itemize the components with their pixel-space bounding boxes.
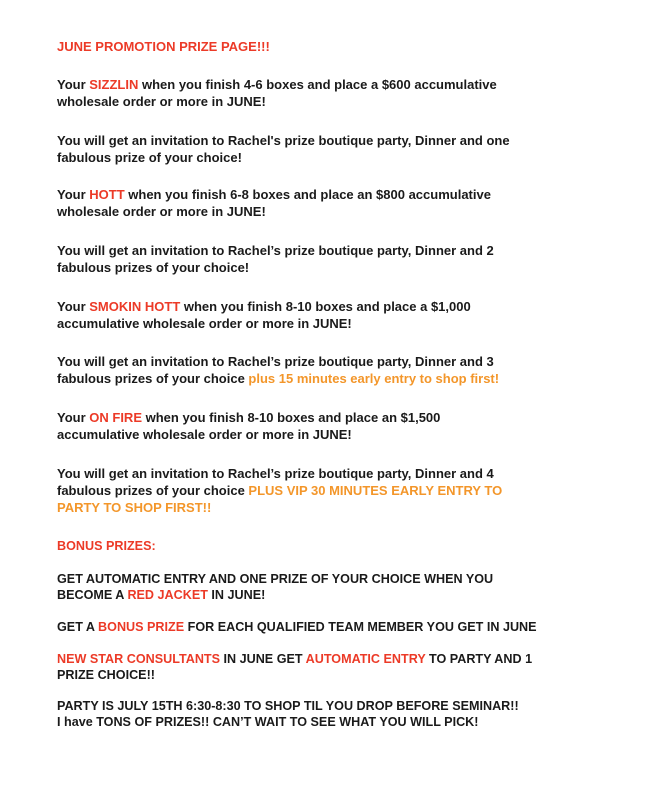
- tier-smokin-prefix: Your: [57, 299, 90, 314]
- tier-smokin-reward-line1: You will get an invitation to Rachel’s prize boutique party, Dinner and 3: [57, 354, 494, 369]
- tier-sizzlin-name: SIZZLIN: [89, 77, 139, 92]
- new-star-suffix: TO PARTY AND 1: [425, 652, 533, 666]
- tier-onfire-reward-paragraph: [57, 465, 627, 516]
- tier-sizzlin-reward-line2: fabulous prize of your choice!: [57, 150, 242, 165]
- tier-onfire-name: ON FIRE: [89, 410, 142, 425]
- tier-hott-reward-line1: You will get an invitation to Rachel’s prize boutique party, Dinner and 2: [57, 243, 494, 258]
- party-closing-line: I have TONS OF PRIZES!! CAN’T WAIT TO SEE WHAT YOU WILL PICK!: [57, 715, 479, 729]
- tier-onfire-requirement-cont: accumulative wholesale order or more in JUNE!: [57, 427, 352, 442]
- tier-hott-requirement: when you finish 6-8 boxes and place an $800 accumulative: [124, 187, 491, 202]
- tier-hott-requirement-cont: wholesale order or more in JUNE!: [57, 204, 266, 219]
- page-heading: [57, 38, 627, 55]
- tier-sizzlin-paragraph: [57, 76, 627, 110]
- tier-sizzlin-prefix: Your: [57, 77, 90, 92]
- new-star-line2: PRIZE CHOICE!!: [57, 668, 155, 682]
- bonus-prize-suffix: FOR EACH QUALIFIED TEAM MEMBER YOU GET IN JUNE: [184, 620, 537, 634]
- bonus-red-jacket-paragraph: [57, 571, 627, 603]
- tier-sizzlin-requirement-cont: wholesale order or more in JUNE!: [57, 94, 266, 109]
- tier-onfire-reward-line2: fabulous prizes of your choice: [57, 483, 249, 498]
- bonus-prize-paragraph: [57, 619, 627, 635]
- bonus-heading-text: BONUS PRIZES:: [57, 539, 156, 553]
- red-jacket-highlight: RED JACKET: [127, 588, 208, 602]
- automatic-entry-highlight: AUTOMATIC ENTRY: [305, 652, 426, 666]
- tier-smokin-requirement: when you finish 8-10 boxes and place a $1,000: [180, 299, 471, 314]
- tier-onfire-requirement: when you finish 8-10 boxes and place an $1,500: [142, 410, 441, 425]
- bonus-red-jacket-prefix: BECOME A: [57, 588, 128, 602]
- page-heading-text: JUNE PROMOTION PRIZE PAGE!!!: [57, 39, 270, 54]
- tier-hott-reward-paragraph: [57, 242, 627, 276]
- tier-onfire-paragraph: [57, 409, 627, 443]
- tier-smokin-reward-paragraph: [57, 353, 627, 387]
- new-star-paragraph: [57, 651, 627, 683]
- bonus-heading: [57, 538, 627, 554]
- tier-onfire-vip-entry: PLUS VIP 30 MINUTES EARLY ENTRY TO: [248, 483, 503, 498]
- tier-smokin-name: SMOKIN HOTT: [89, 299, 181, 314]
- new-star-highlight: NEW STAR CONSULTANTS: [57, 652, 221, 666]
- party-date-line: PARTY IS JULY 15TH 6:30-8:30 TO SHOP TIL YOU DROP BEFORE SEMINAR!!: [57, 699, 519, 713]
- tier-onfire-prefix: Your: [57, 410, 90, 425]
- tier-onfire-reward-line1: You will get an invitation to Rachel’s prize boutique party, Dinner and 4: [57, 466, 494, 481]
- tier-smokin-requirement-cont: accumulative wholesale order or more in JUNE!: [57, 316, 352, 331]
- bonus-prize-prefix: GET A: [57, 620, 99, 634]
- tier-sizzlin-reward-paragraph: [57, 132, 627, 166]
- tier-smokin-paragraph: [57, 298, 627, 332]
- bonus-prize-highlight: BONUS PRIZE: [98, 620, 185, 634]
- new-star-middle: IN JUNE GET: [220, 652, 306, 666]
- tier-smokin-reward-line2: fabulous prizes of your choice: [57, 371, 249, 386]
- tier-hott-name: HOTT: [89, 187, 125, 202]
- tier-smokin-early-entry: plus 15 minutes early entry to shop first!: [248, 371, 500, 386]
- tier-sizzlin-reward-line1: You will get an invitation to Rachel's prize boutique party, Dinner and one: [57, 133, 510, 148]
- tier-sizzlin-requirement: when you finish 4-6 boxes and place a $600 accumulative: [138, 77, 497, 92]
- bonus-red-jacket-suffix: IN JUNE!: [207, 588, 266, 602]
- party-paragraph: [57, 698, 627, 730]
- tier-hott-reward-line2: fabulous prizes of your choice!: [57, 260, 250, 275]
- tier-hott-prefix: Your: [57, 187, 90, 202]
- bonus-red-jacket-line1: GET AUTOMATIC ENTRY AND ONE PRIZE OF YOUR CHOICE WHEN YOU: [57, 572, 494, 586]
- tier-onfire-vip-entry-cont: PARTY TO SHOP FIRST!!: [57, 500, 212, 515]
- tier-hott-paragraph: [57, 186, 627, 220]
